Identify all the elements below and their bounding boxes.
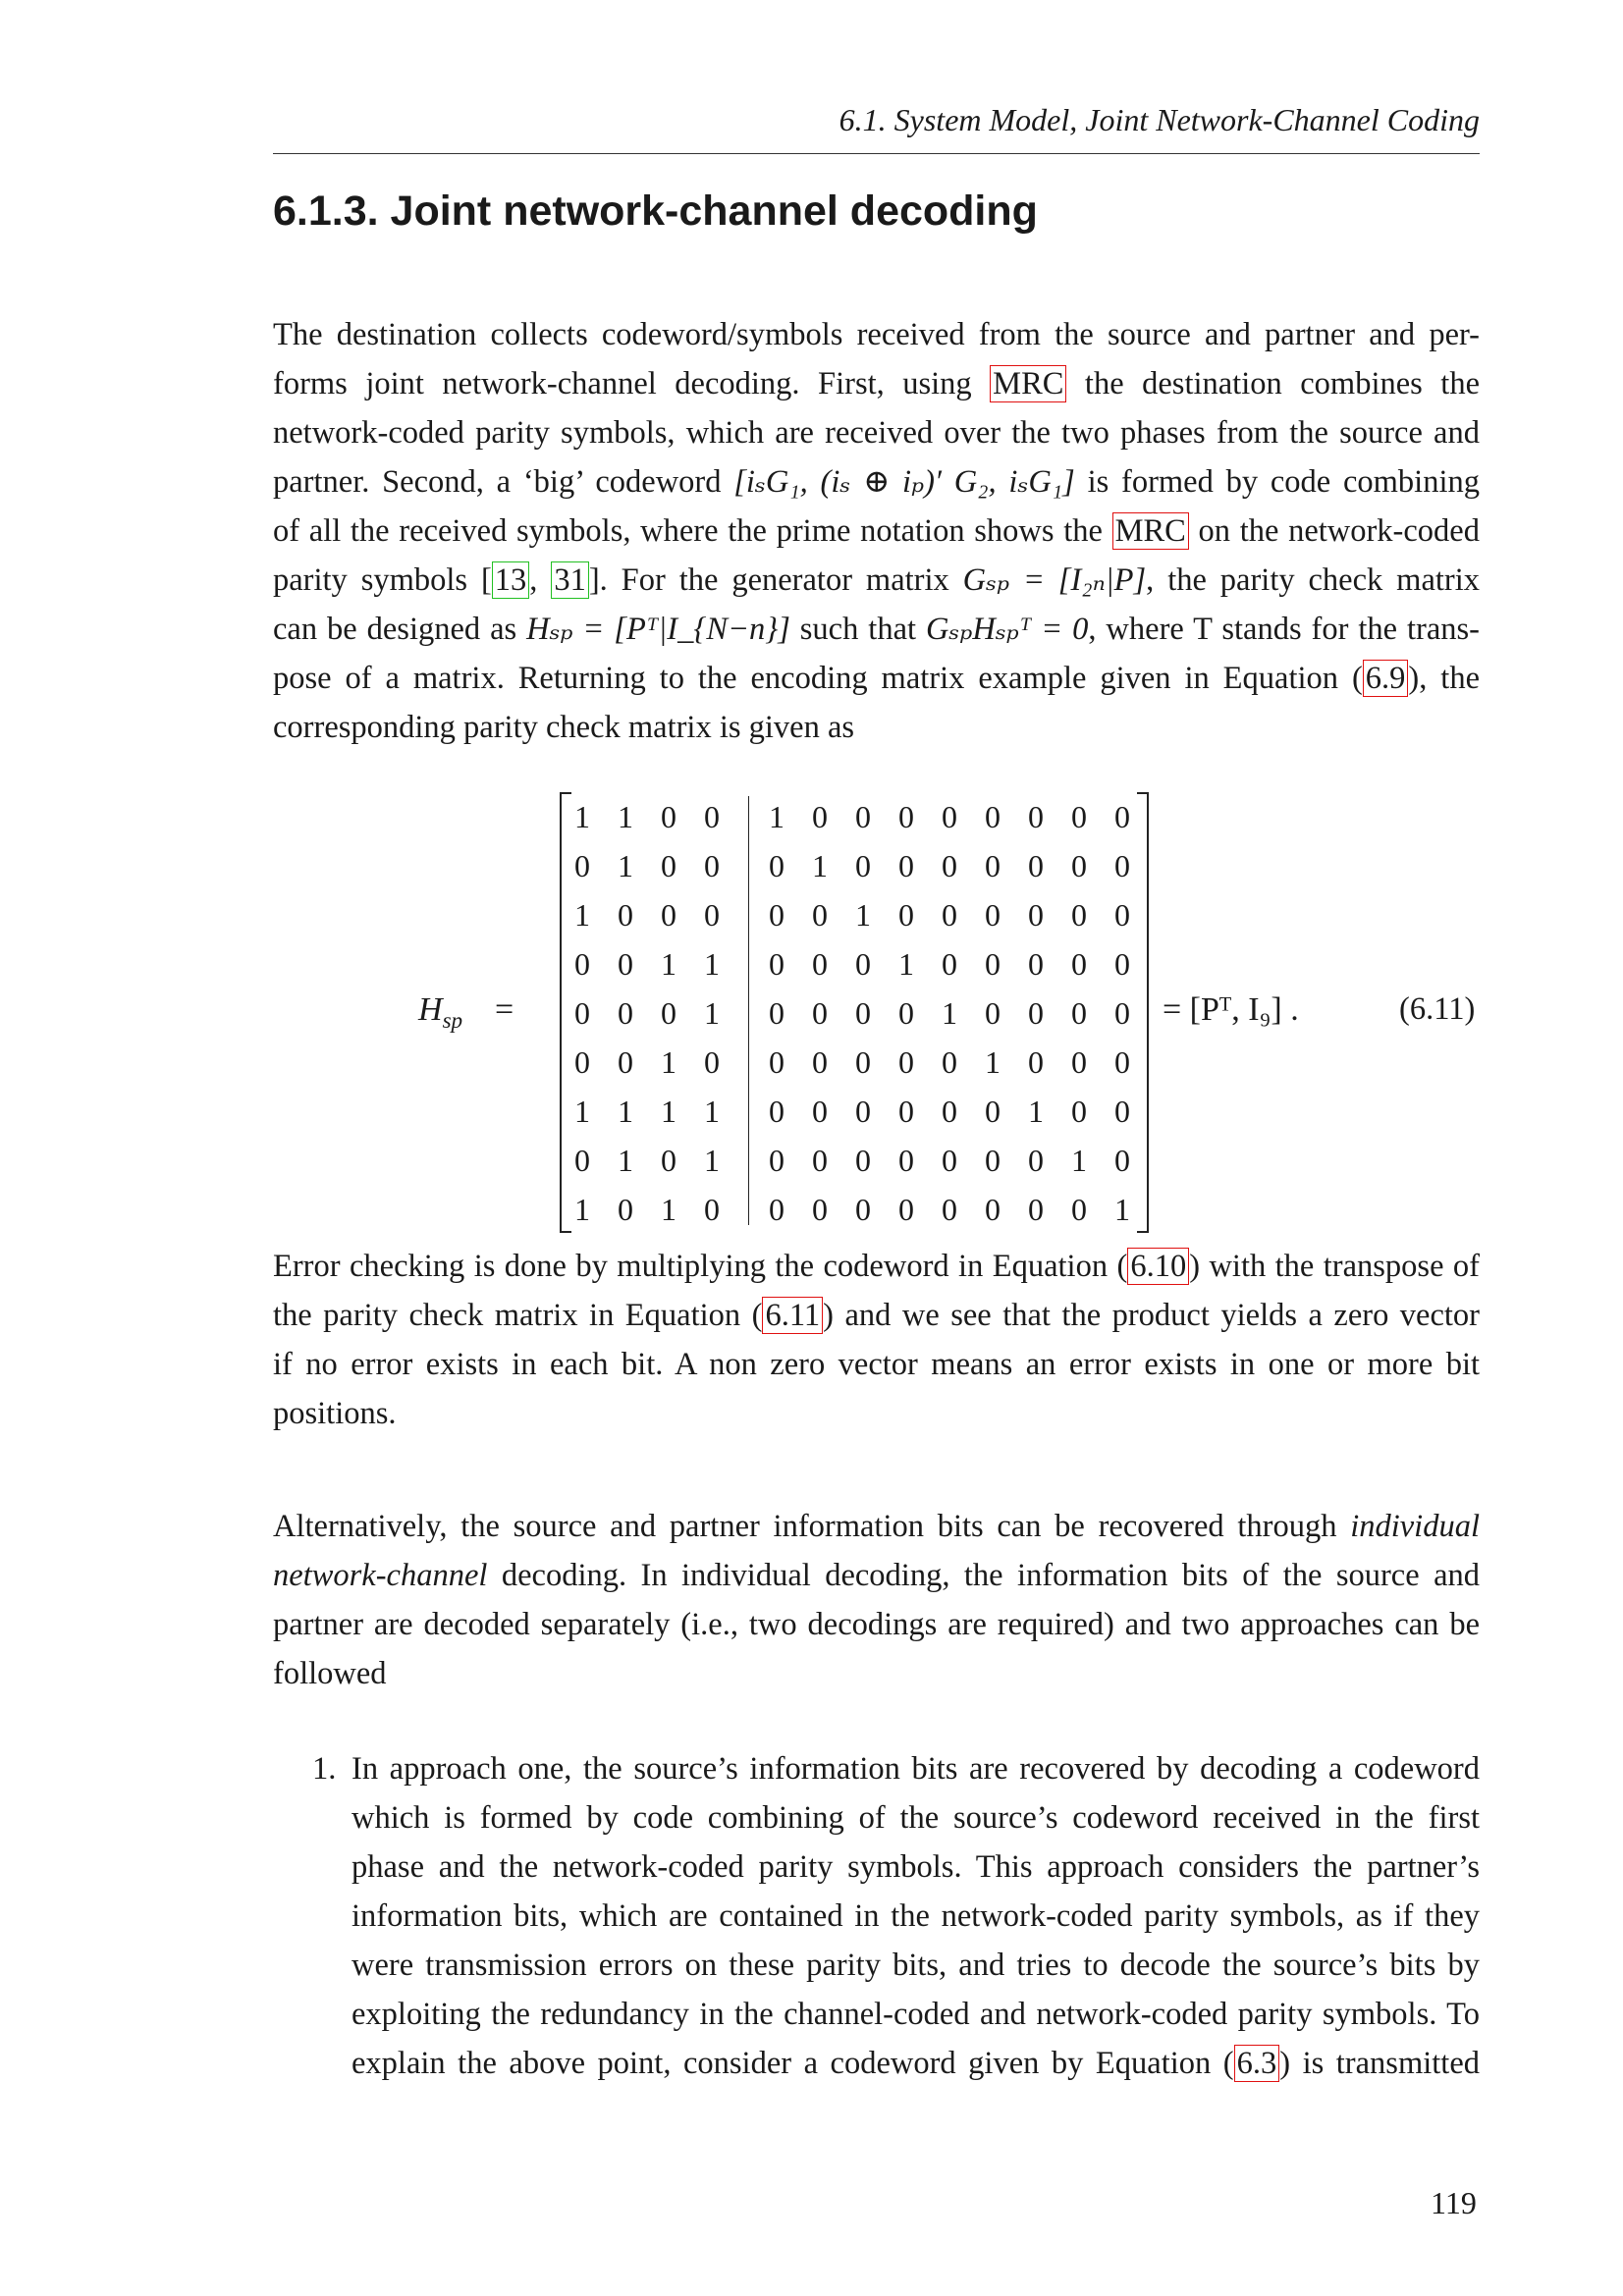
matrix-cell: 0 xyxy=(704,1044,720,1080)
matrix-cell: 0 xyxy=(1071,1094,1087,1129)
matrix-cell: 0 xyxy=(1114,1044,1130,1080)
matrix-cell: 1 xyxy=(985,1044,1001,1080)
text-line: Error checking is done by multiplying the codeword in Equation (6.10) with the transpose of xyxy=(273,1249,1480,1284)
matrix-cell: 0 xyxy=(985,1192,1001,1227)
paragraph-1 xyxy=(273,310,1480,752)
text: . For the generator matrix xyxy=(599,562,963,598)
text-line: parity symbols [13, 31]. For the generator matrix Gₛₚ = [I₂ₙ|P], the parity check matrix xyxy=(273,562,1481,598)
equation-link[interactable]: 6.10 xyxy=(1127,1248,1189,1285)
matrix-cell: 1 xyxy=(942,995,957,1031)
text-line xyxy=(352,1842,1480,1892)
matrix-cell: 0 xyxy=(1028,946,1044,982)
matrix-cell: 0 xyxy=(1028,1143,1044,1178)
matrix-cell: 0 xyxy=(769,1094,784,1129)
list-item-body xyxy=(352,1744,1480,2088)
text: can be designed as xyxy=(273,612,527,647)
matrix-cell: 0 xyxy=(704,1192,720,1227)
matrix-cell: 0 xyxy=(985,799,1001,834)
acronym-link-mrc[interactable]: MRC xyxy=(1112,512,1189,550)
matrix-cell: 0 xyxy=(898,1044,914,1080)
text: followed xyxy=(273,1656,387,1691)
matrix-cell: 1 xyxy=(618,1143,633,1178)
matrix-cell: 0 xyxy=(704,897,720,933)
matrix-cell: 0 xyxy=(985,1143,1001,1178)
matrix-right-bracket xyxy=(1137,792,1149,1233)
math-parity: Hₛₚ = [Pᵀ|I_{N−n}] xyxy=(526,612,790,647)
matrix-cell: 0 xyxy=(1028,848,1044,883)
text: forms joint network-channel decoding. First, using xyxy=(273,366,991,401)
matrix-cell: 0 xyxy=(898,897,914,933)
matrix-cell: 1 xyxy=(812,848,828,883)
text: parity symbols xyxy=(273,562,481,598)
text: such that xyxy=(789,612,926,647)
text-line xyxy=(273,1502,1480,1551)
equation-link[interactable]: 6.11 xyxy=(762,1297,823,1334)
matrix-cell: 0 xyxy=(985,946,1001,982)
text: the destination combines the xyxy=(1066,366,1480,401)
text-line xyxy=(273,1340,1480,1389)
matrix-cell: 0 xyxy=(942,946,957,982)
matrix-cell: 1 xyxy=(618,1094,633,1129)
list-item-number: 1. xyxy=(312,1751,337,1787)
text: , the xyxy=(1419,661,1480,696)
text: positions. xyxy=(273,1396,397,1431)
text-line xyxy=(352,1892,1480,1941)
matrix-cell: 0 xyxy=(812,799,828,834)
matrix-cell: 1 xyxy=(618,799,633,834)
matrix-cell: 0 xyxy=(1071,1192,1087,1227)
matrix-cell: 0 xyxy=(1114,848,1130,883)
text-line xyxy=(273,507,1480,556)
matrix-cell: 1 xyxy=(1028,1094,1044,1129)
text: In approach one, the source’s information bits are recovered by decoding a codeword xyxy=(352,1751,1480,1787)
section-title: 6.1.3. Joint network-channel decoding xyxy=(273,187,1038,235)
matrix-cell: 0 xyxy=(1071,848,1087,883)
matrix-cell: 0 xyxy=(574,1044,590,1080)
text-line xyxy=(273,359,1480,408)
matrix-cell: 1 xyxy=(704,1094,720,1129)
matrix-cell: 1 xyxy=(855,897,871,933)
text-line xyxy=(352,1744,1480,1793)
matrix-cell: 1 xyxy=(661,1192,676,1227)
matrix-cell: 0 xyxy=(1028,1044,1044,1080)
matrix-cell: 1 xyxy=(704,1143,720,1178)
acronym-link-mrc[interactable]: MRC xyxy=(990,365,1066,402)
matrix-cell: 0 xyxy=(618,1044,633,1080)
matrix-cell: 0 xyxy=(1028,1192,1044,1227)
matrix-cell: 0 xyxy=(855,1143,871,1178)
matrix-cell: 0 xyxy=(898,848,914,883)
text: which is formed by code combining of the source’s codeword received in the first xyxy=(352,1800,1480,1836)
text: network-coded parity symbols, which are received over the two phases from the source and xyxy=(273,415,1480,451)
matrix-cell: 1 xyxy=(574,897,590,933)
matrix-cell: 0 xyxy=(942,848,957,883)
matrix-cell: 0 xyxy=(661,995,676,1031)
matrix-cell: 0 xyxy=(812,1143,828,1178)
matrix-cell: 0 xyxy=(769,1192,784,1227)
page-number: 119 xyxy=(1431,2185,1477,2220)
matrix-cell: 0 xyxy=(1028,995,1044,1031)
matrix-cell: 1 xyxy=(574,1192,590,1227)
text-line xyxy=(273,605,1480,654)
text-line xyxy=(273,1551,1480,1600)
matrix-cell: 0 xyxy=(942,799,957,834)
matrix-cell: 0 xyxy=(942,1094,957,1129)
equation-link[interactable]: 6.3 xyxy=(1234,2045,1280,2082)
matrix-cell: 0 xyxy=(769,1044,784,1080)
matrix-cell: 0 xyxy=(1028,799,1044,834)
matrix-partition-line xyxy=(748,796,749,1225)
matrix-cell: 0 xyxy=(1114,946,1130,982)
text-line: the parity check matrix in Equation (6.11) and we see that the product yields a zero vector xyxy=(273,1298,1480,1333)
text: if no error exists in each bit. A non zero vector means an error exists in one or more bit xyxy=(273,1347,1480,1382)
matrix-cell: 0 xyxy=(661,848,676,883)
running-header: 6.1. System Model, Joint Network-Channel Coding xyxy=(839,102,1480,137)
text: partner are decoded separately (i.e., two decodings are required) and two approaches can be xyxy=(273,1607,1480,1642)
matrix-cell: 0 xyxy=(1071,897,1087,933)
parity-check-matrix xyxy=(560,792,1149,1229)
matrix-cell: 0 xyxy=(855,848,871,883)
matrix-cell: 1 xyxy=(661,946,676,982)
text: were transmission errors on these parity bits, and tries to decode the source’s bits by xyxy=(352,1948,1480,1983)
matrix-cell: 0 xyxy=(1071,1044,1087,1080)
matrix-cell: 0 xyxy=(812,1192,828,1227)
text-line xyxy=(352,1990,1480,2039)
matrix-cell: 0 xyxy=(898,1192,914,1227)
citation-link[interactable]: 13 xyxy=(492,561,530,599)
matrix-cell: 0 xyxy=(942,1192,957,1227)
text-line xyxy=(352,1941,1480,1990)
matrix-cell: 0 xyxy=(1028,897,1044,933)
matrix-cell: 0 xyxy=(812,946,828,982)
matrix-cell: 1 xyxy=(898,946,914,982)
text: Error checking is done by multiplying the codeword in Equation xyxy=(273,1249,1117,1284)
text: and we see that the product yields a zero vector xyxy=(833,1298,1480,1333)
text-line xyxy=(273,1649,1480,1698)
text: is transmitted xyxy=(1290,2046,1480,2081)
matrix-cell: 0 xyxy=(661,1143,676,1178)
matrix-cell: 1 xyxy=(661,1044,676,1080)
text-line xyxy=(273,1389,1480,1438)
matrix-cell: 0 xyxy=(898,799,914,834)
paragraph-2 xyxy=(273,1242,1480,1438)
matrix-cell: 0 xyxy=(855,1192,871,1227)
matrix-cell: 0 xyxy=(704,799,720,834)
matrix-cell: 0 xyxy=(942,1044,957,1080)
matrix-cell: 1 xyxy=(661,1094,676,1129)
matrix-cell: 0 xyxy=(985,1094,1001,1129)
matrix-cell: 0 xyxy=(855,995,871,1031)
matrix-cell: 0 xyxy=(985,897,1001,933)
matrix-cell: 0 xyxy=(1114,1094,1130,1129)
matrix-cell: 0 xyxy=(1114,799,1130,834)
text: The destination collects codeword/symbols received from the source and partner and per- xyxy=(273,317,1480,352)
text: phase and the network-coded parity symbols. This approach considers the partner’s xyxy=(352,1849,1480,1885)
text-line xyxy=(352,1793,1480,1842)
matrix-cell: 0 xyxy=(618,1192,633,1227)
text: of all the received symbols, where the prime notation shows the xyxy=(273,513,1112,549)
matrix-cell: 1 xyxy=(1071,1143,1087,1178)
text-line xyxy=(273,310,1480,359)
matrix-cell: 0 xyxy=(618,897,633,933)
matrix-cell: 1 xyxy=(769,799,784,834)
matrix-cell: 0 xyxy=(769,848,784,883)
matrix-cell: 0 xyxy=(855,799,871,834)
matrix-cell: 0 xyxy=(855,1094,871,1129)
matrix-cell: 1 xyxy=(704,995,720,1031)
text: with the transpose of xyxy=(1200,1249,1480,1284)
text: Alternatively, the source and partner information bits can be recovered through xyxy=(273,1509,1351,1544)
matrix-cell: 0 xyxy=(618,946,633,982)
matrix-cell: 1 xyxy=(574,799,590,834)
matrix-cell: 0 xyxy=(769,897,784,933)
matrix-cell: 0 xyxy=(985,848,1001,883)
emphasis: network-channel xyxy=(273,1558,488,1593)
equation-link[interactable]: 6.9 xyxy=(1363,660,1409,697)
text: explain the above point, consider a codeword given by Equation xyxy=(352,2046,1223,2081)
math-generator: Gₛₚ = [I₂ₙ|P] xyxy=(962,562,1147,598)
matrix-cell: 0 xyxy=(855,1044,871,1080)
text-line xyxy=(273,1600,1480,1649)
matrix-cell: 0 xyxy=(574,946,590,982)
matrix-cell: 0 xyxy=(1071,946,1087,982)
text: corresponding parity check matrix is given as xyxy=(273,710,855,745)
matrix-cell: 0 xyxy=(812,897,828,933)
matrix-cell: 0 xyxy=(769,946,784,982)
emphasis: individual xyxy=(1350,1509,1480,1544)
text-line xyxy=(273,703,1480,752)
matrix-cell: 0 xyxy=(661,799,676,834)
citation-link[interactable]: 31 xyxy=(551,561,589,599)
matrix-cell: 1 xyxy=(704,946,720,982)
math-product: GₛₚHₛₚᵀ = 0 xyxy=(925,612,1089,647)
matrix-cell: 0 xyxy=(1114,897,1130,933)
text-line: explain the above point, consider a codeword given by Equation (6.3) is transmitted xyxy=(352,2046,1480,2081)
text-line: pose of a matrix. Returning to the encoding matrix example given in Equation (6.9), the xyxy=(273,661,1480,696)
matrix-cell: 0 xyxy=(898,1143,914,1178)
text-line xyxy=(273,457,1480,507)
matrix-cell: 0 xyxy=(898,995,914,1031)
equation-number: (6.11) xyxy=(1399,991,1476,1027)
matrix-cell: 1 xyxy=(618,848,633,883)
text: , where T stands for the trans- xyxy=(1088,612,1480,647)
matrix-cell: 0 xyxy=(574,848,590,883)
matrix-cell: 0 xyxy=(574,1143,590,1178)
equation-equals: = xyxy=(495,991,514,1028)
matrix-cell: 1 xyxy=(574,1094,590,1129)
text: partner. Second, a ‘big’ codeword xyxy=(273,464,734,500)
equation-rhs: = [Pᵀ, I₉] . xyxy=(1163,991,1299,1028)
matrix-cell: 0 xyxy=(942,1143,957,1178)
text: decoding. In individual decoding, the information bits of the source and xyxy=(487,1558,1480,1593)
math-codeword: [iₛG₁, (iₛ ⊕ iₚ)′ G₂, iₛG₁] xyxy=(733,464,1075,500)
matrix-cell: 0 xyxy=(1114,995,1130,1031)
matrix-cell: 0 xyxy=(942,897,957,933)
text: , the parity check matrix xyxy=(1146,562,1481,598)
matrix-cell: 0 xyxy=(618,995,633,1031)
text-line xyxy=(273,408,1480,457)
equation-lhs: $H_{sp}$ xyxy=(418,991,463,1034)
header-rule xyxy=(273,153,1480,154)
matrix-cell: 0 xyxy=(812,995,828,1031)
matrix-cell: 0 xyxy=(1071,995,1087,1031)
matrix-cell: 0 xyxy=(574,995,590,1031)
text: information bits, which are contained in the network-coded parity symbols, as if they xyxy=(352,1898,1480,1934)
matrix-cell: 0 xyxy=(769,1143,784,1178)
text: pose of a matrix. Returning to the encoding matrix example given in Equation xyxy=(273,661,1352,696)
matrix-cell: 0 xyxy=(855,946,871,982)
matrix-cell: 0 xyxy=(985,995,1001,1031)
matrix-cell: 0 xyxy=(812,1044,828,1080)
paragraph-3 xyxy=(273,1502,1480,1698)
text: the parity check matrix in Equation xyxy=(273,1298,752,1333)
matrix-cell: 0 xyxy=(812,1094,828,1129)
text: exploiting the redundancy in the channel-coded and network-coded parity symbols. To xyxy=(352,1997,1480,2032)
matrix-cell: 0 xyxy=(1114,1143,1130,1178)
text: on the network-coded xyxy=(1188,513,1480,549)
matrix-cell: 1 xyxy=(1114,1192,1130,1227)
matrix-cell: 0 xyxy=(704,848,720,883)
matrix-cell: 0 xyxy=(769,995,784,1031)
matrix-cell: 0 xyxy=(1071,799,1087,834)
matrix-cell: 0 xyxy=(661,897,676,933)
matrix-cell: 0 xyxy=(898,1094,914,1129)
text: is formed by code combining xyxy=(1074,464,1480,500)
